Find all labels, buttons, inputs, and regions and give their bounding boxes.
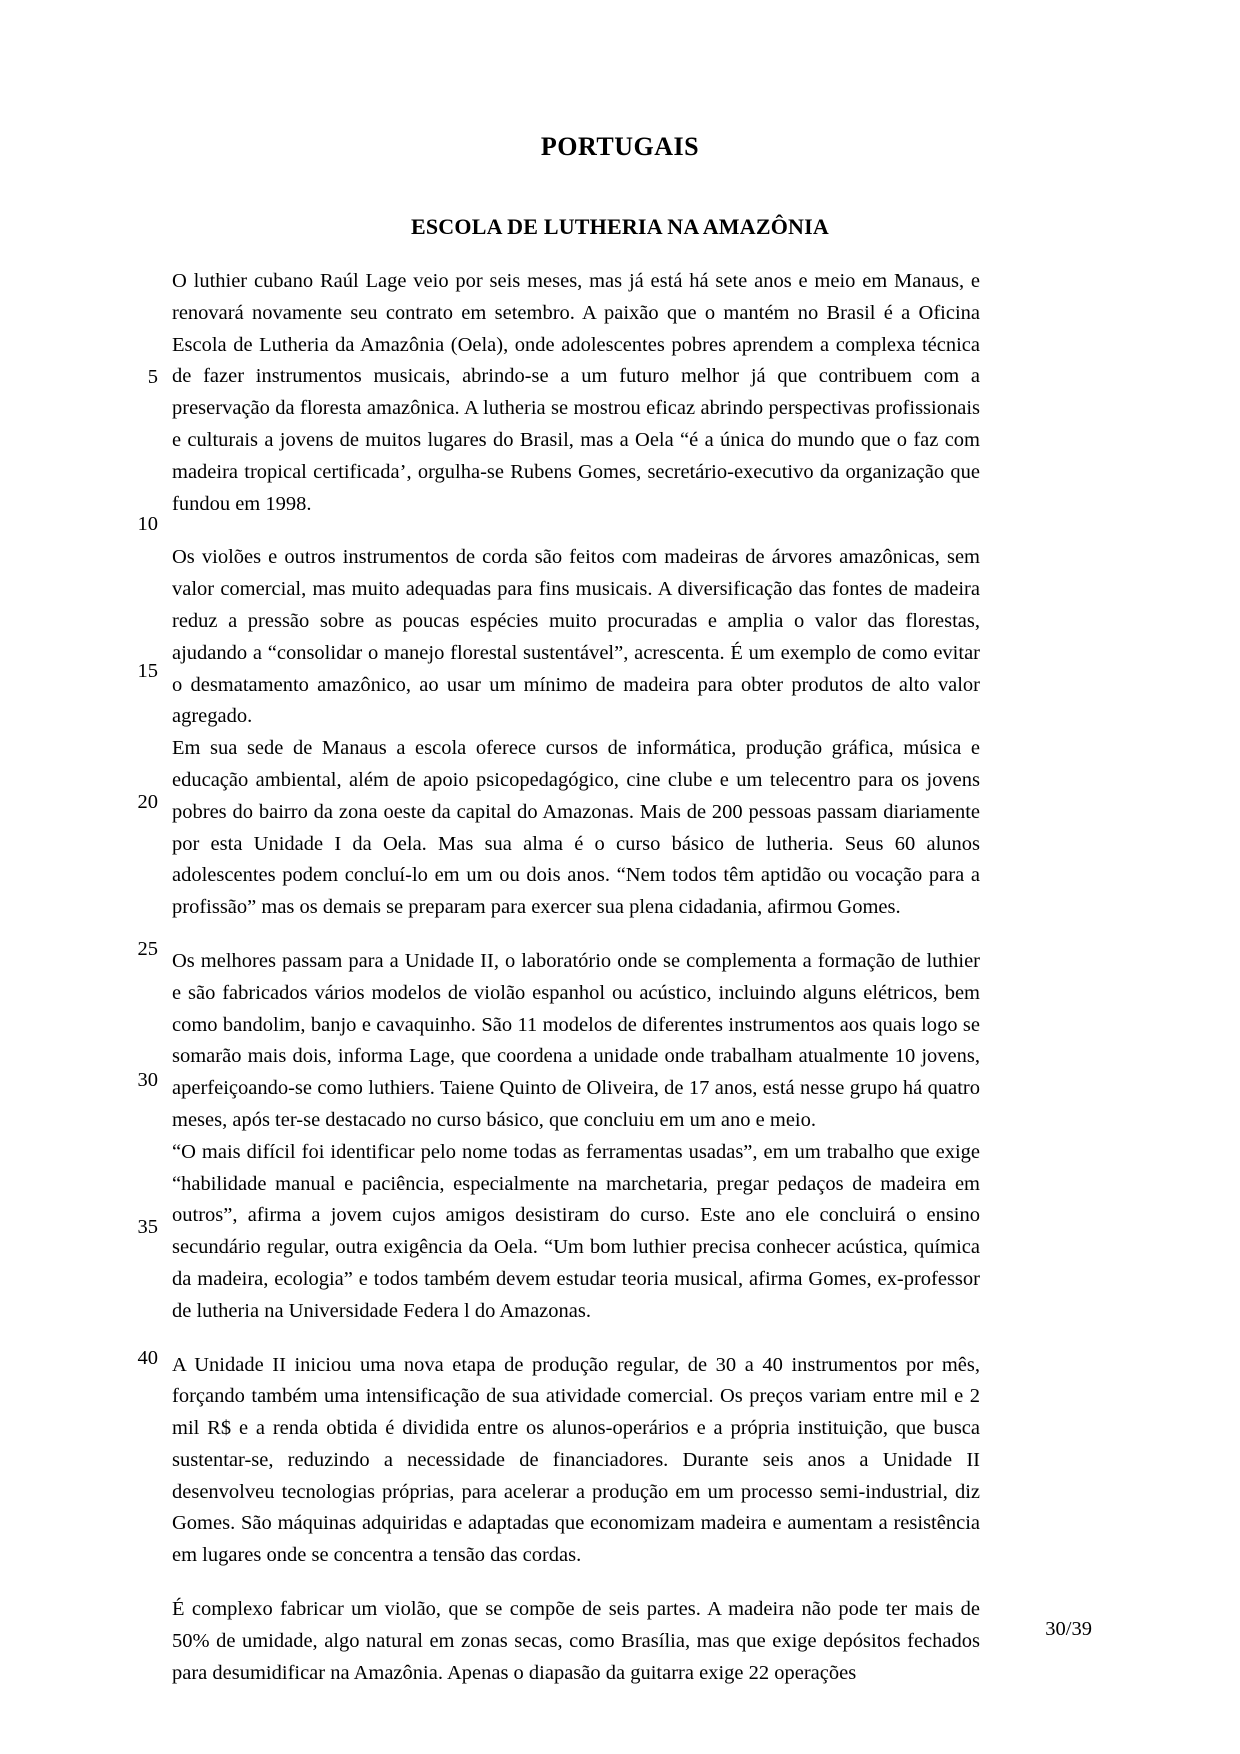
paragraph-gap — [128, 1572, 980, 1594]
line-number: 10 — [137, 513, 158, 535]
paragraph-2: Os violões e outros instrumentos de corda são feitos com madeiras de árvores amazônicas, sem valor comercial, mas muito adequadas para fins musicais. A diversificação das fontes de madeira reduz a pressão sobre as poucas espécies muito procuradas e amplia o valor das florestas, ajudando a “consolidar o manejo florestal sustentável”, acrescenta. É um exemplo de como evitar o desmatamento amazônico, ao usar um mínimo de madeira para obter produtos de alto valor agregado. — [172, 546, 980, 728]
line-number: 15 — [137, 660, 158, 682]
paragraph-7: É complexo fabricar um violão, que se compõe de seis partes. A madeira não pode ter mais de 50% de umidade, algo natural em zonas secas, como Brasília, mas que exige depósitos fechados para desumidificar na Amazônia. Apenas o diapasão da guitarra exige 22 operações — [172, 1598, 980, 1684]
paragraph-gap — [128, 1328, 980, 1350]
line-number: 35 — [137, 1216, 158, 1238]
article-body — [128, 266, 980, 1689]
paragraph-4: Os melhores passam para a Unidade II, o laboratório onde se complementa a formação de luthier e são fabricados vários modelos de violão espanhol ou acústico, incluindo alguns elétricos, bem como bandolim, banjo e cavaquinho. São 11 modelos de diferentes instrumentos aos quais logo se somarão mais dois, informa Lage, que coordena a unidade onde trabalham atualmente 10 jovens, aperfeiçoando-se como luthiers. Taiene Quinto de Oliveira, de 17 anos, está nesse grupo há quatro meses, após ter-se destacado no curso básico, que concluiu em um ano e meio. — [172, 949, 980, 1131]
line-number: 20 — [137, 791, 158, 813]
paragraph-5: “O mais difícil foi identificar pelo nome todas as ferramentas usadas”, em um trabalho que exige “habilidade manual e paciência, especialmente na marchetaria, pregar pedaços de madeira em outros”, afirma a jovem cujos amigos desistiram do curso. Este ano ele concluirá o ensino secundário regular, outra exigência da Oela. “Um bom luthier precisa conhecer acústica, química da madeira, ecologia” e todos também devem estudar teoria musical, afirma Gomes, ex-professor de lutheria na Universidade Federa l do Amazonas. — [172, 1140, 980, 1322]
paragraph-1: O luthier cubano Raúl Lage veio por seis meses, mas já está há sete anos e meio em Manaus, e renovará novamente seu contrato em setembro. A paixão que o mantém no Brasil é a Oficina Escola de Lutheria da Amazônia (Oela), onde adolescentes pobres aprendem a complexa técnica de fazer instrumentos musicais, abrindo-se a um futuro melhor já que contribuem com a preservação da floresta amazônica. A lutheria se mostrou eficaz abrindo perspectivas profissionais e culturais a jovens de muitos lugares do Brasil, mas a Oela “é a única do mundo que o faz com madeira tropical certificada’, orgulha-se Rubens Gomes, secretário-executivo da organização que fundou em 1998. — [172, 270, 980, 515]
line-number: 30 — [137, 1069, 158, 1091]
paragraph-6: A Unidade II iniciou uma nova etapa de produção regular, de 30 a 40 instrumentos por mês, forçando também uma intensificação de sua atividade comercial. Os preços variam entre mil e 2 mil R$ e a renda obtida é dividida entre os alunos-operários e a própria instituição, que busca sustentar-se, reduzindo a necessidade de financiadores. Durante seis anos a Unidade II desenvolveu tecnologias próprias, para acelerar a produção em um processo semi-industrial, diz Gomes. São máquinas adquiridas e adaptadas que economizam madeira e aumentam a resistência em lugares onde se concentra a tensão das cordas. — [172, 1353, 980, 1567]
line-number: 40 — [137, 1347, 158, 1369]
paragraph-3: Em sua sede de Manaus a escola oferece cursos de informática, produção gráfica, música e educação ambiental, além de apoio psicopedagógico, cine clube e um telecentro para os jovens pobres do bairro da zona oeste da capital do Amazonas. Mais de 200 pessoas passam diariamente por esta Unidade I da Oela. Mas sua alma é o curso básico de lutheria. Seus 60 alunos adolescentes podem concluí-lo em um ou dois anos. “Nem todos têm aptidão ou vocação para a profissão” mas os demais se preparam para exercer sua plena cidadania, afirmou Gomes. — [172, 737, 980, 919]
article-title: ESCOLA DE LUTHERIA NA AMAZÔNIA — [411, 214, 829, 239]
paragraph-gap — [128, 924, 980, 946]
page-title: PORTUGAIS — [540, 132, 700, 161]
page-number: 30/39 — [1045, 1618, 1092, 1640]
paragraph-gap — [128, 520, 980, 542]
line-number: 25 — [137, 938, 158, 960]
line-number: 5 — [147, 366, 158, 388]
